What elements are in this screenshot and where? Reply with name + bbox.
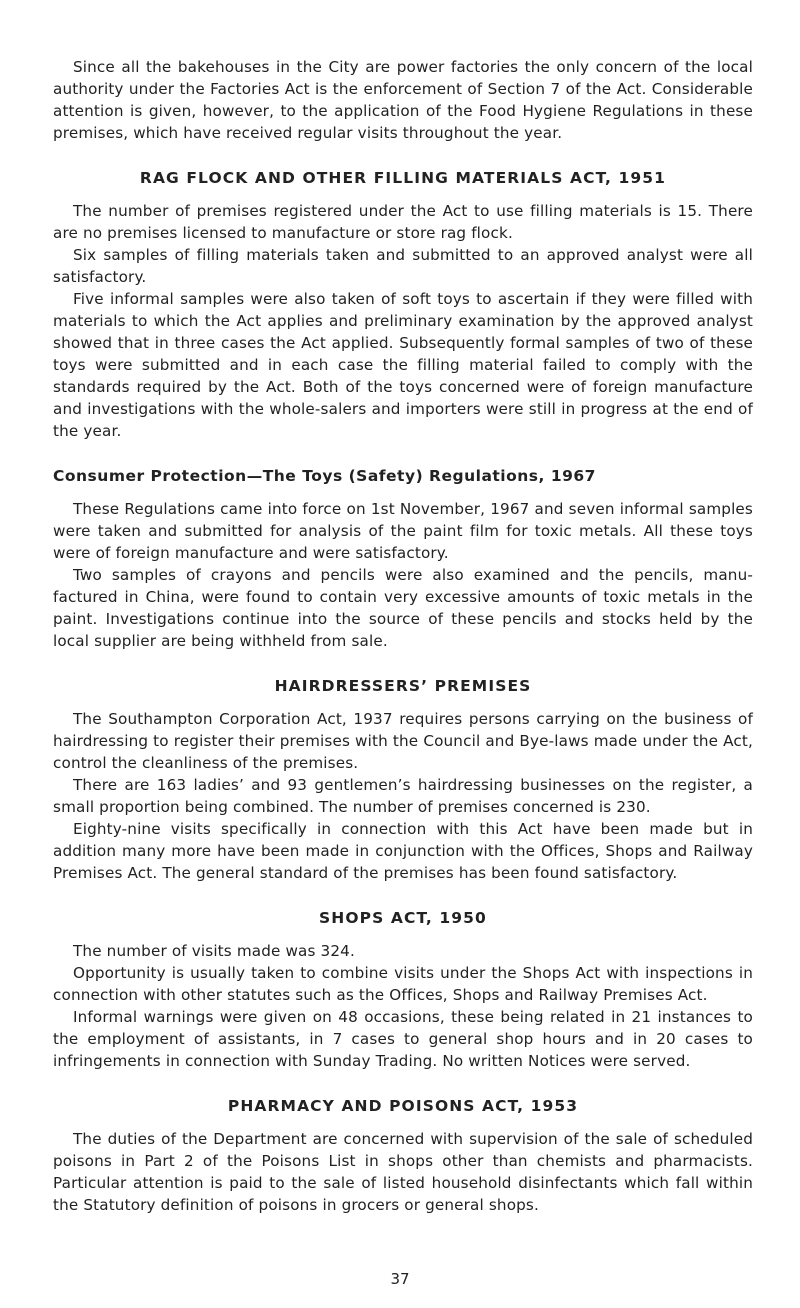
section-consumer-protection xyxy=(53,465,753,652)
section-heading: HAIRDRESSERS’ PREMISES xyxy=(274,677,532,695)
paragraph: Informal warnings were given on 48 occasions, these being related in 21 instances to the employment of assistants, in 7 cases to general shop hours and in 20 cases to infringements in connection with Sunday Trading. No written Notices were served. xyxy=(53,1008,753,1070)
intro-paragraph: Since all the bakehouses in the City are power factories the only concern of the local authority under the Factories Act is the enforcement of Section 7 of the Act. Considerable attention is given, however, to the application of the Food Hygiene Regulations in these premises, which have received regular visits throughout the year. xyxy=(53,58,753,142)
section-heading: RAG FLOCK AND OTHER FILLING MATERIALS ACT, 1951 xyxy=(139,169,667,187)
paragraph: Six samples of filling materials taken and submitted to an approved analyst were all satisfactory. xyxy=(53,246,753,286)
paragraph: There are 163 ladies’ and 93 gentlemen’s hairdressing businesses on the register, a small proportion being combined. The number of premises concerned is 230. xyxy=(53,776,753,816)
section-heading: PHARMACY AND POISONS ACT, 1953 xyxy=(227,1097,579,1115)
page-number: 37 xyxy=(390,1270,410,1288)
paragraph: Two samples of crayons and pencils were also examined and the pencils, manu-factured in China, were found to contain very excessive amounts of toxic metals in the paint. Investigations continue into the source of these pencils and stocks held by the local supplier are being withheld from sale. xyxy=(53,566,753,650)
paragraph: Five informal samples were also taken of soft toys to ascertain if they were filled with materials to which the Act applies and preliminary examination by the approved analyst showed that in three cases the Act applied. Subsequently formal samples of two of these toys were submitted and in each case the filling material failed to comply with the standards required by the Act. Both of the toys concerned were of foreign manufacture and investigations with the whole-salers and importers were still in progress at the end of the year. xyxy=(53,290,753,440)
section-pharmacy xyxy=(53,1095,753,1216)
paragraph: Eighty-nine visits specifically in connection with this Act have been made but in addition many more have been made in conjunction with the Offices, Shops and Railway Premises Act. The general standard of the premises has been found satisfactory. xyxy=(53,820,753,882)
section-hairdressers xyxy=(53,675,753,884)
document-page xyxy=(53,56,753,1216)
section-shops-act xyxy=(53,907,753,1072)
paragraph: These Regulations came into force on 1st November, 1967 and seven informal samples were taken and submitted for analysis of the paint film for toxic metals. All these toys were of foreign manufacture and were satisfactory. xyxy=(53,500,753,562)
paragraph: The duties of the Department are concerned with supervision of the sale of scheduled poisons in Part 2 of the Poisons List in shops other than chemists and pharmacists. Particular attention is paid to the sale of listed household disinfectants which fall within the Statutory definition of poisons in grocers or general shops. xyxy=(53,1130,753,1214)
paragraph: The Southampton Corporation Act, 1937 requires persons carrying on the business of hairdressing to register their premises with the Council and Bye-laws made under the Act, control the cleanliness of the premises. xyxy=(53,710,753,772)
paragraph: The number of premises registered under the Act to use filling materials is 15. There are no premises licensed to manufacture or store rag flock. xyxy=(53,202,753,242)
section-heading: SHOPS ACT, 1950 xyxy=(319,909,487,927)
paragraph: The number of visits made was 324. xyxy=(73,942,355,960)
section-rag-flock xyxy=(53,167,753,442)
section-heading: Consumer Protection—The Toys (Safety) Regulations, 1967 xyxy=(53,467,596,485)
paragraph: Opportunity is usually taken to combine visits under the Shops Act with inspections in connection with other statutes such as the Offices, Shops and Railway Premises Act. xyxy=(53,964,753,1004)
